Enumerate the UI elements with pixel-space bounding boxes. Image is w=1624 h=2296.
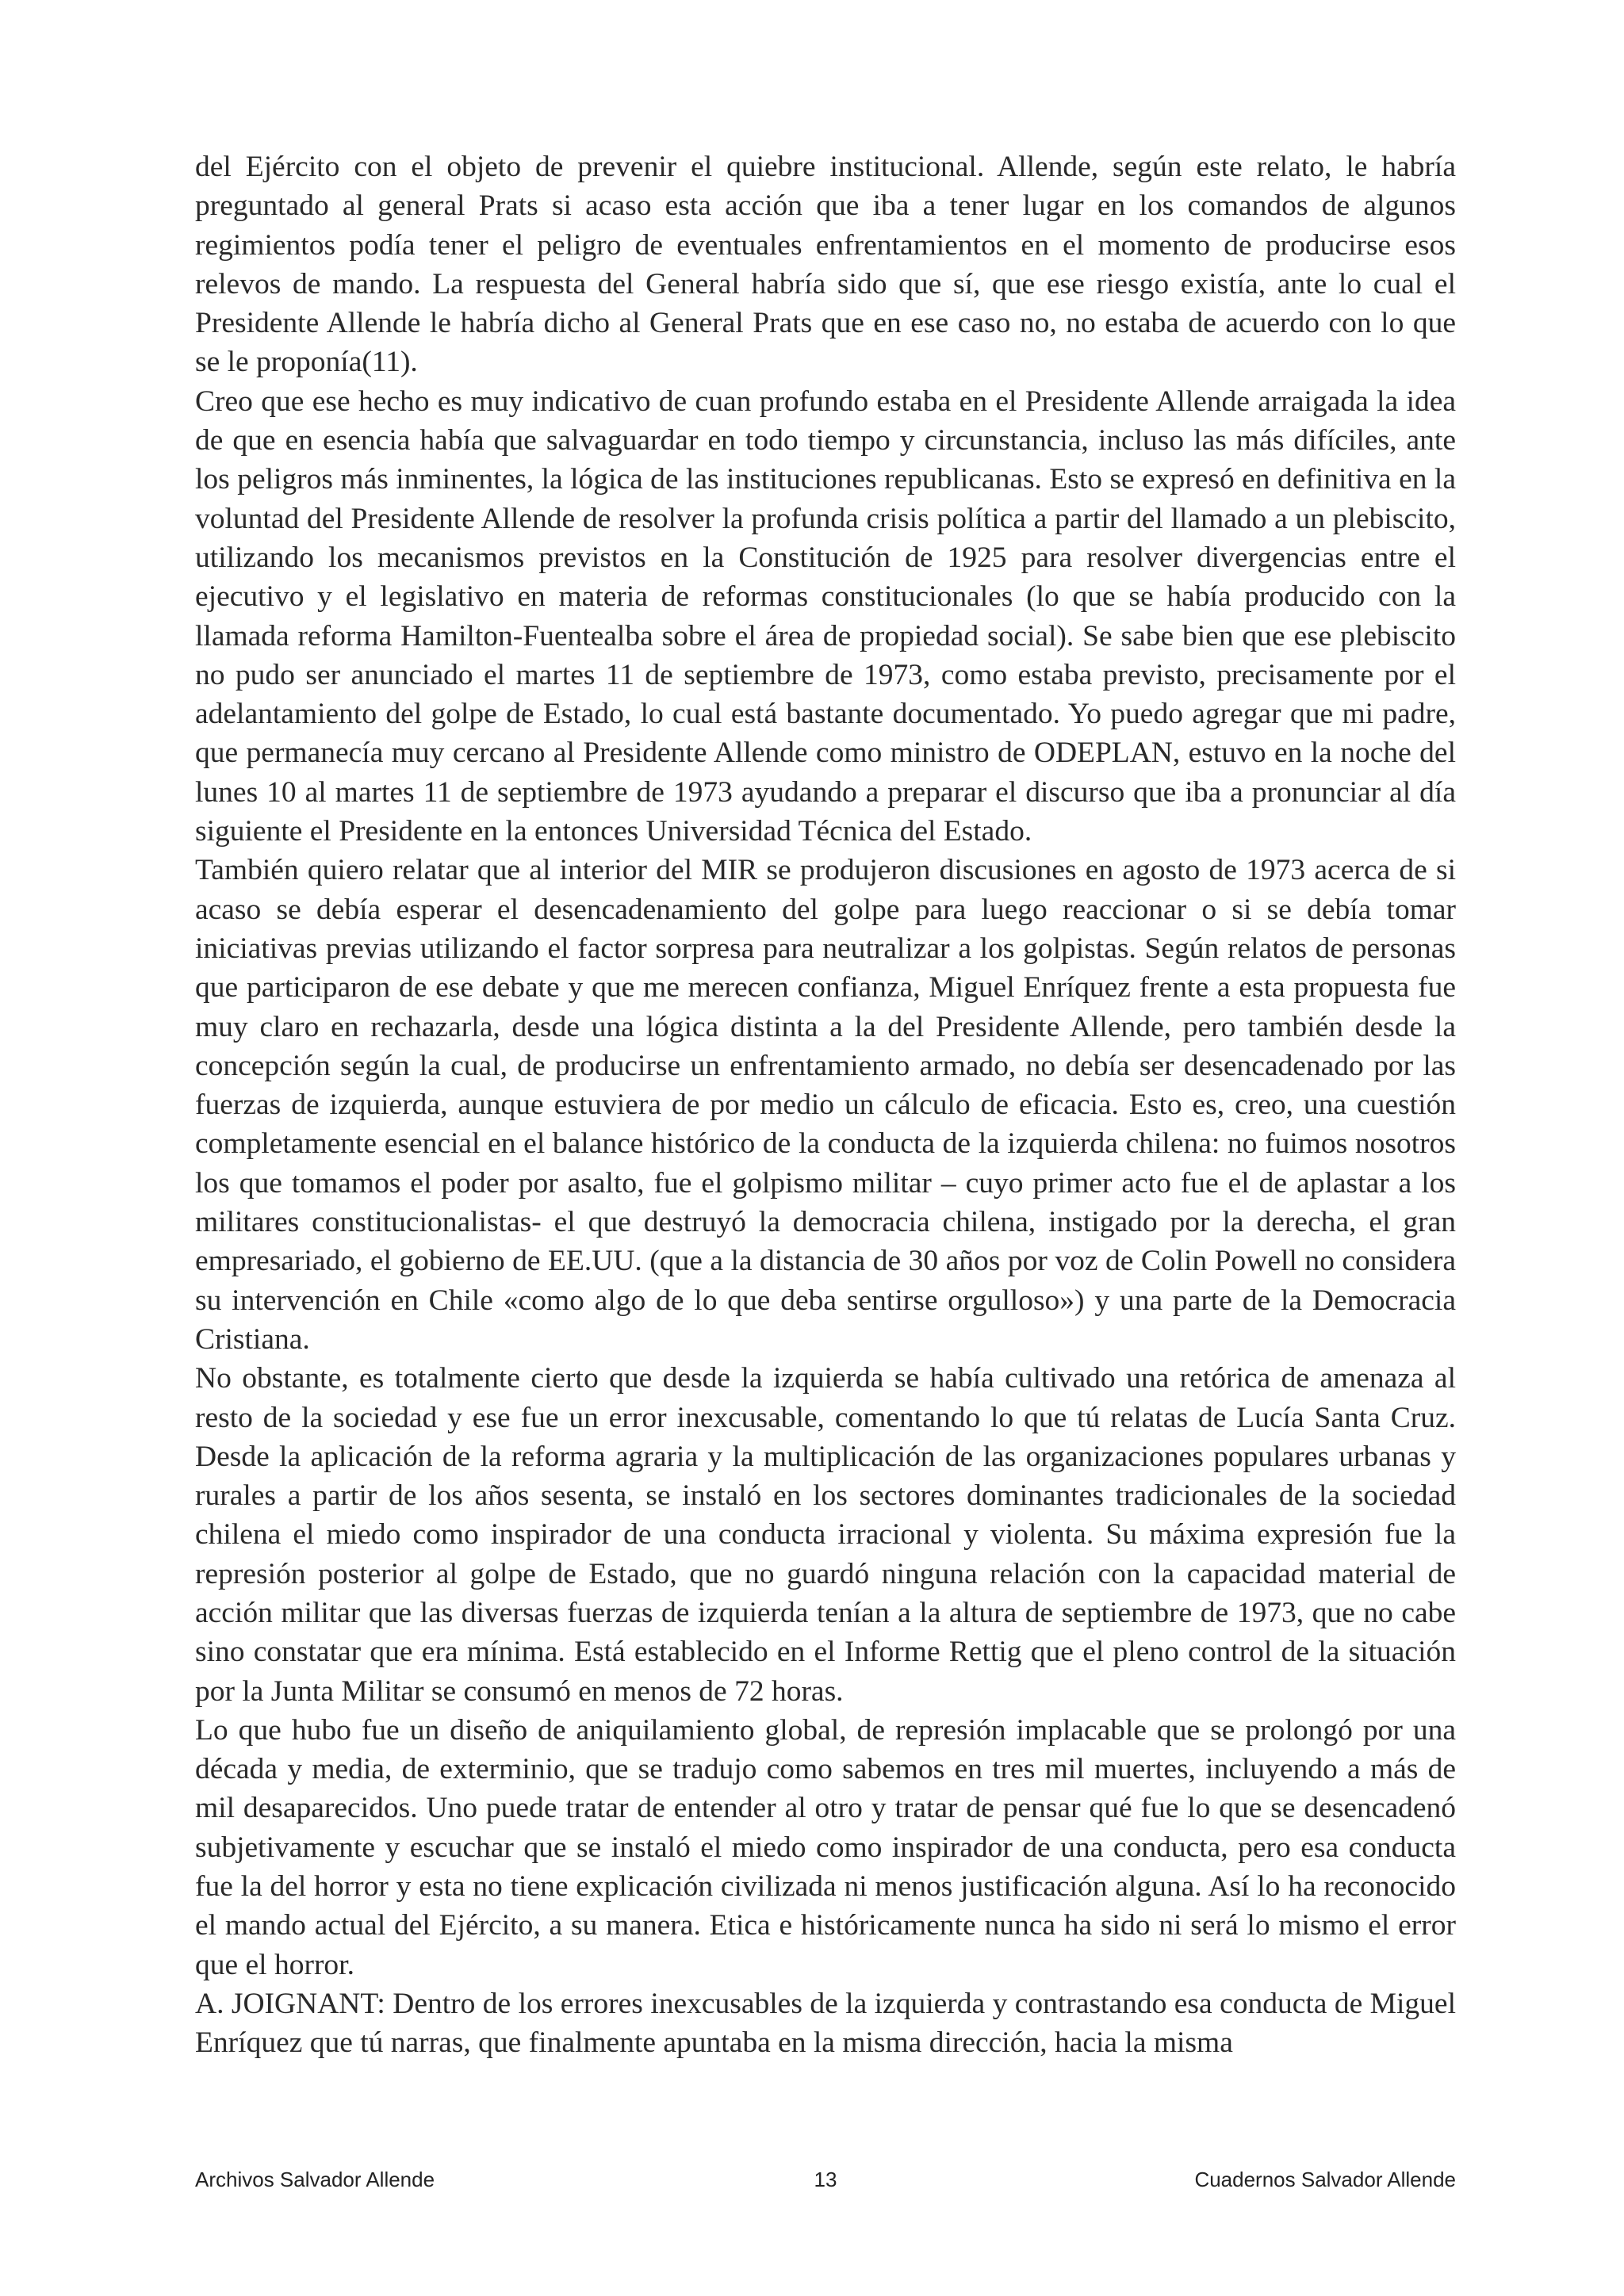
paragraph-4: No obstante, es totalmente cierto que desde la izquierda se había cultivado una retórica de amenaza al resto de la sociedad y ese fue un error inexcusable, comentando lo que tú relatas de Lucía Santa Cruz. Desde la aplicación de la reforma agraria y la multiplicación de las organizaciones populares urbanas y rurales a partir de los años sesenta, se instaló en los sectores dominantes tradicionales de la sociedad chilena el miedo como inspirador de una conducta irracional y violenta. Su máxima expresión fue la represión posterior al golpe de Estado, que no guardó ninguna relación con la capacidad material de acción militar que las diversas fuerzas de izquierda tenían a la altura de septiembre de 1973, que no cabe sino constatar que era mínima. Está establecido en el Informe Rettig que el pleno control de la situación por la Junta Militar se consumó en menos de 72 horas.	[195, 1362, 1456, 1708]
paragraph-5: Lo que hubo fue un diseño de aniquilamiento global, de represión implacable que se prolongó por una década y media, de exterminio, que se tradujo como sabemos en tres mil muertes, incluyendo a más de mil desaparecidos. Uno puede tratar de entender al otro y tratar de pensar qué fue lo que se desencadenó subjetivamente y escuchar que se instaló el miedo como inspirador de una conducta, pero esa conducta fue la del horror y esta no tiene explicación civilizada ni menos justificación alguna. Así lo ha reconocido el mando actual del Ejército, a su manera. Etica e históricamente nunca ha sido ni será lo mismo el error que el horror.	[195, 1713, 1456, 1981]
footer-right-title: Cuadernos Salvador Allende	[1194, 2168, 1456, 2191]
paragraph-2: Creo que ese hecho es muy indicativo de cuan profundo estaba en el Presidente Allende arraigada la idea de que en esencia había que salvaguardar en todo tiempo y circunstancia, incluso las más difíciles, ante los peligros más inminentes, la lógica de las instituciones republicanas. Esto se expresó en definitiva en la voluntad del Presidente Allende de resolver la profunda crisis política a partir del llamado a un plebiscito, utilizando los mecanismos previstos en la Constitución de 1925 para resolver divergencias entre el ejecutivo y el legislativo en materia de reformas constitucionales (lo que se había producido con la llamada reforma Hamilton-Fuentealba sobre el área de propiedad social). Se sabe bien que ese plebiscito no pudo ser anunciado el martes 11 de septiembre de 1973, como estaba previsto, precisamente por el adelantamiento del golpe de Estado, lo cual está bastante documentado. Yo puedo agregar que mi padre, que permanecía muy cercano al Presidente Allende como ministro de ODEPLAN, estuvo en la noche del lunes 10 al martes 11 de septiembre de 1973 ayudando a preparar el discurso que iba a pronunciar al día siguiente el Presidente en la entonces Universidad Técnica del Estado.	[195, 385, 1456, 848]
page-footer	[195, 2168, 1456, 2199]
footer-left-title: Archivos Salvador Allende	[195, 2168, 435, 2191]
paragraph-3: También quiero relatar que al interior del MIR se produjeron discusiones en agosto de 1973 acerca de si acaso se debía esperar el desencadenamiento del golpe para luego reaccionar o si se debía tomar iniciativas previas utilizando el factor sorpresa para neutralizar a los golpistas. Según relatos de personas que participaron de ese debate y que me merecen confianza, Miguel Enríquez frente a esta propuesta fue muy claro en rechazarla, desde una lógica distinta a la del Presidente Allende, pero también desde la concepción según la cual, de producirse un enfrentamiento armado, no debía ser desencadenado por las fuerzas de izquierda, aunque estuviera de por medio un cálculo de eficacia. Esto es, creo, una cuestión completamente esencial en el balance histórico de la conducta de la izquierda chilena: no fuimos nosotros los que tomamos el poder por asalto, fue el golpismo militar – cuyo primer acto fue el de aplastar a los militares constitucionalistas- el que destruyó la democracia chilena, instigado por la derecha, el gran empresariado, el gobierno de EE.UU. (que a la distancia de 30 años por voz de Colin Powell no considera su intervención en Chile «como algo de lo que deba sentirse orgulloso») y una parte de la Democracia Cristiana.	[195, 854, 1456, 1356]
body-text	[195, 147, 1456, 2063]
page-number: 13	[814, 2168, 837, 2191]
paragraph-1: del Ejército con el objeto de prevenir el quiebre institucional. Allende, según este relato, le habría preguntado al general Prats si acaso esta acción que iba a tener lugar en los comandos de algunos regimientos podía tener el peligro de eventuales enfrentamientos en el momento de producirse esos relevos de mando. La respuesta del General habría sido que sí, que ese riesgo existía, ante lo cual el Presidente Allende le habría dicho al General Prats que en ese caso no, no estaba de acuerdo con lo que se le proponía(11).	[195, 151, 1456, 379]
paragraph-6: A. JOIGNANT: Dentro de los errores inexcusables de la izquierda y contrastando esa conducta de Miguel Enríquez que tú narras, que finalmente apuntaba en la misma dirección, hacia la misma	[195, 1987, 1456, 2060]
